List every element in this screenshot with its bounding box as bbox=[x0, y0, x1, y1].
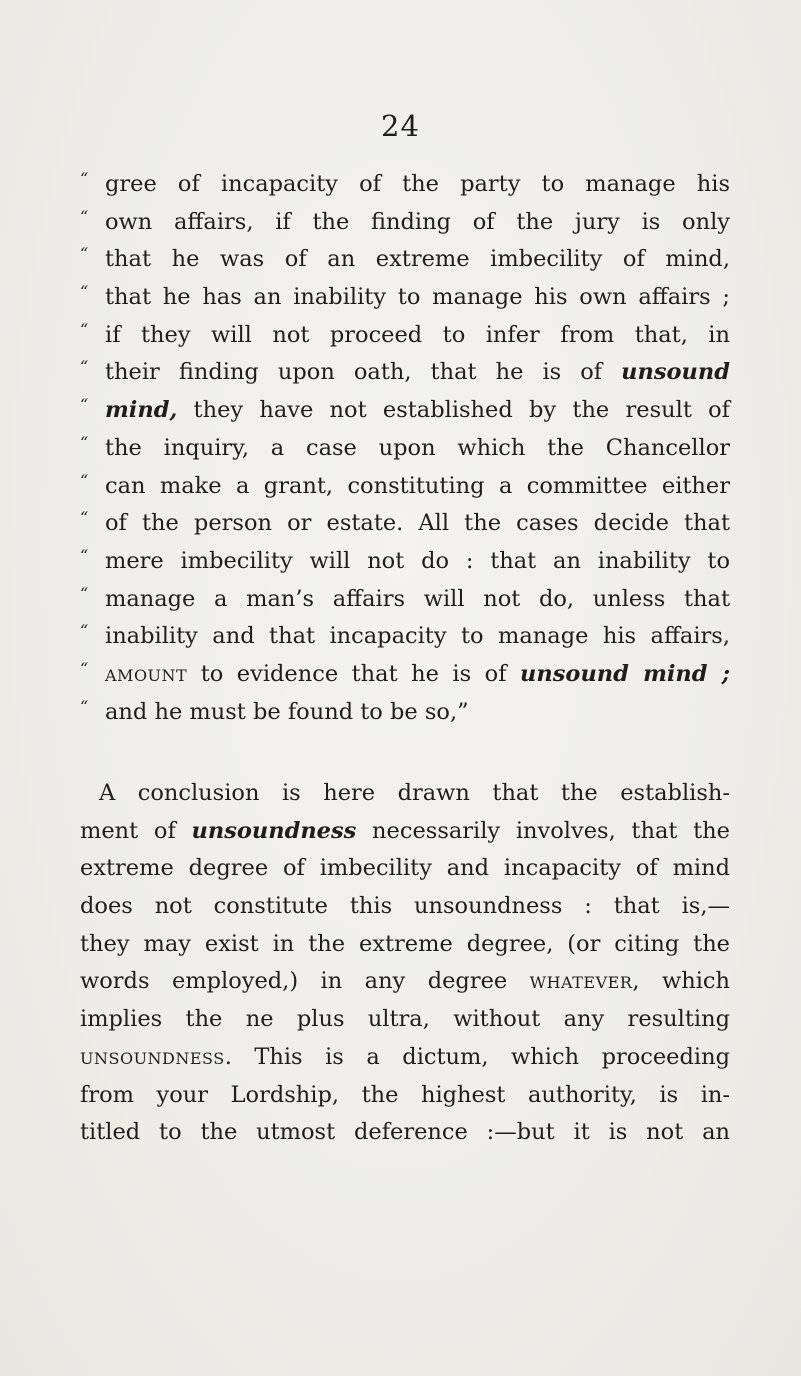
paragraph-line: implies the ne plus ultra, without any resulting bbox=[80, 1006, 730, 1033]
paragraph-line: from your Lordship, the highest authority, is in- bbox=[80, 1081, 730, 1108]
quote-line-text: that he has an inability to manage his own affairs ; bbox=[105, 284, 730, 311]
page-number: 24 bbox=[381, 109, 420, 143]
quote-line bbox=[80, 656, 730, 694]
quote-line-text: if they will not proceed to infer from that, in bbox=[105, 321, 730, 348]
quote-mark: “ bbox=[80, 621, 89, 641]
quote-mark: “ bbox=[80, 545, 89, 565]
quote-line-text: their finding upon oath, that he is of unsound bbox=[105, 359, 730, 386]
quote-mark: “ bbox=[80, 470, 89, 490]
quote-line-text: inability and that incapacity to manage his affairs, bbox=[105, 623, 730, 650]
paragraph-line: A conclusion is here drawn that the establish- bbox=[99, 780, 730, 806]
quote-line-text: amount to evidence that he is of unsound mind ; bbox=[105, 660, 730, 687]
quote-line bbox=[80, 543, 730, 581]
quote-mark: “ bbox=[80, 696, 89, 716]
quote-line-text: that he was of an extreme imbecility of mind, bbox=[105, 246, 730, 273]
quote-line bbox=[80, 430, 730, 468]
italic-term: unsound mind ; bbox=[520, 660, 730, 687]
paragraph-line: extreme degree of imbecility and incapacity of mind bbox=[80, 855, 730, 882]
quote-mark: “ bbox=[80, 244, 89, 264]
quote-line bbox=[80, 241, 730, 279]
quote-line bbox=[80, 354, 730, 392]
small-caps-term: amount bbox=[105, 660, 188, 687]
paragraph-line: unsoundness. This is a dictum, which proceeding bbox=[80, 1043, 730, 1070]
quote-line-text: manage a man’s affairs will not do, unless that bbox=[105, 585, 730, 612]
quote-line-text: and he must be found to be so,” bbox=[105, 698, 469, 725]
italic-term: mind, bbox=[105, 397, 178, 424]
quote-mark: “ bbox=[80, 206, 89, 226]
quote-line-text: mind, they have not established by the result of bbox=[105, 397, 730, 424]
quote-line bbox=[80, 505, 730, 543]
paragraph-line: titled to the utmost deference :—but it is not an bbox=[80, 1119, 730, 1146]
small-caps-term: whatever bbox=[529, 968, 633, 995]
paragraph-line: words employed,) in any degree whatever, which bbox=[80, 968, 730, 995]
quote-mark: “ bbox=[80, 432, 89, 452]
quote-line-text: the inquiry, a case upon which the Chancellor bbox=[105, 434, 730, 461]
italic-term: unsound bbox=[621, 359, 730, 386]
quoted-passage bbox=[80, 166, 730, 731]
quote-line bbox=[80, 581, 730, 619]
italic-term: unsoundness bbox=[191, 817, 357, 844]
paragraph-line: they may exist in the extreme degree, (or citing the bbox=[80, 930, 730, 957]
quote-mark: “ bbox=[80, 583, 89, 603]
quote-mark: “ bbox=[80, 319, 89, 339]
quote-mark: “ bbox=[80, 357, 89, 377]
quote-mark: “ bbox=[80, 282, 89, 302]
quote-mark: “ bbox=[80, 169, 89, 188]
quote-line-text: own affairs, if the finding of the jury is only bbox=[105, 208, 730, 235]
quote-line bbox=[80, 317, 730, 355]
quote-line bbox=[80, 618, 730, 656]
quote-mark: “ bbox=[80, 395, 89, 415]
quote-line bbox=[80, 694, 730, 732]
quote-line bbox=[80, 279, 730, 317]
body-paragraph bbox=[80, 775, 730, 1152]
quote-mark: “ bbox=[80, 508, 89, 528]
quote-line-text: of the person or estate. All the cases decide that bbox=[105, 510, 730, 537]
paragraph-line: ment of unsoundness necessarily involves, that the bbox=[80, 817, 730, 844]
quote-line bbox=[80, 166, 730, 204]
paragraph-line: does not constitute this unsoundness : that is,— bbox=[80, 893, 730, 920]
quote-line-text: gree of incapacity of the party to manage his bbox=[105, 171, 730, 197]
quote-mark: “ bbox=[80, 658, 89, 678]
quote-line bbox=[80, 392, 730, 430]
small-caps-term: unsoundness bbox=[80, 1043, 225, 1070]
quote-line-text: mere imbecility will not do : that an inability to bbox=[105, 547, 730, 574]
quote-line bbox=[80, 468, 730, 506]
quote-line bbox=[80, 204, 730, 242]
quote-line-text: can make a grant, constituting a committee either bbox=[105, 472, 730, 499]
